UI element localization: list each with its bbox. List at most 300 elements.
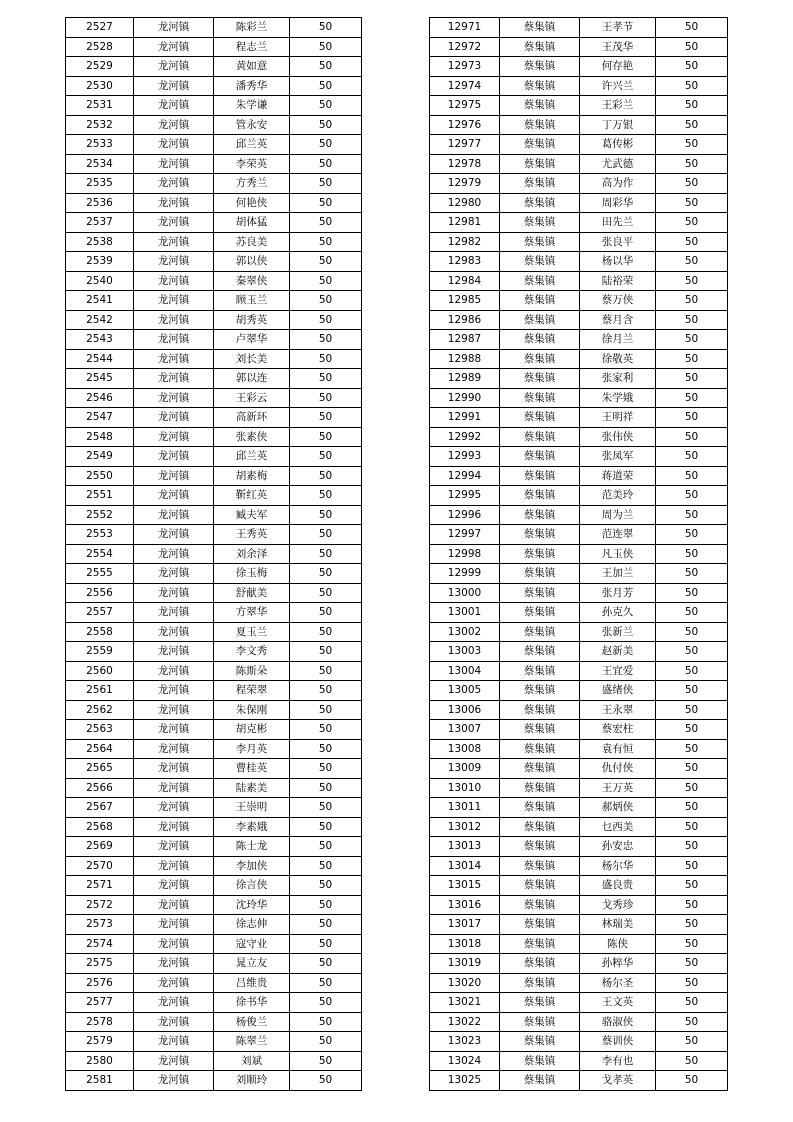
table-row: [66, 232, 362, 252]
name-cell: 凡玉侠: [580, 544, 656, 564]
town-cell: 蔡集镇: [500, 856, 580, 876]
table-row: [66, 486, 362, 506]
amount-cell: 50: [290, 778, 362, 798]
row-number-cell: 2540: [66, 271, 134, 291]
row-number-cell: 12975: [430, 96, 500, 116]
table-row: [66, 544, 362, 564]
name-cell: 王万英: [580, 778, 656, 798]
table-row: [430, 778, 728, 798]
amount-cell: 50: [656, 856, 728, 876]
row-number-cell: 12994: [430, 466, 500, 486]
row-number-cell: 13004: [430, 661, 500, 681]
town-cell: 龙河镇: [134, 408, 214, 428]
table-row: [66, 57, 362, 77]
town-cell: 龙河镇: [134, 57, 214, 77]
table-row: [66, 622, 362, 642]
row-number-cell: 2542: [66, 310, 134, 330]
name-cell: 仇付侠: [580, 759, 656, 779]
town-cell: 蔡集镇: [500, 115, 580, 135]
row-number-cell: 13002: [430, 622, 500, 642]
amount-cell: 50: [656, 934, 728, 954]
table-row: [430, 232, 728, 252]
name-cell: 邱兰英: [214, 447, 290, 467]
row-number-cell: 12997: [430, 525, 500, 545]
name-cell: 张家利: [580, 369, 656, 389]
table-row: [430, 1051, 728, 1071]
table-row: [430, 76, 728, 96]
name-cell: 李加侠: [214, 856, 290, 876]
table-row: [66, 759, 362, 779]
town-cell: 龙河镇: [134, 525, 214, 545]
amount-cell: 50: [656, 154, 728, 174]
table-row: [430, 1012, 728, 1032]
town-cell: 龙河镇: [134, 622, 214, 642]
name-cell: 沈玲华: [214, 895, 290, 915]
row-number-cell: 13018: [430, 934, 500, 954]
town-cell: 蔡集镇: [500, 271, 580, 291]
town-cell: 龙河镇: [134, 76, 214, 96]
name-cell: 高新环: [214, 408, 290, 428]
row-number-cell: 13015: [430, 876, 500, 896]
row-number-cell: 12989: [430, 369, 500, 389]
table-row: [430, 115, 728, 135]
row-number-cell: 2545: [66, 369, 134, 389]
amount-cell: 50: [290, 330, 362, 350]
row-number-cell: 12987: [430, 330, 500, 350]
town-cell: 龙河镇: [134, 720, 214, 740]
table-row: [430, 876, 728, 896]
row-number-cell: 12991: [430, 408, 500, 428]
name-cell: 舒献美: [214, 583, 290, 603]
row-number-cell: 12978: [430, 154, 500, 174]
name-cell: 何存艳: [580, 57, 656, 77]
name-cell: 王永翠: [580, 700, 656, 720]
table-row: [66, 895, 362, 915]
table-row: [430, 954, 728, 974]
table-row: [66, 876, 362, 896]
table-row: [66, 681, 362, 701]
amount-cell: 50: [656, 1071, 728, 1091]
name-cell: 胡体猛: [214, 213, 290, 233]
amount-cell: 50: [656, 466, 728, 486]
row-number-cell: 2547: [66, 408, 134, 428]
table-row: [430, 1032, 728, 1052]
name-cell: 陈翠兰: [214, 1032, 290, 1052]
town-cell: 蔡集镇: [500, 154, 580, 174]
table-row: [66, 505, 362, 525]
town-cell: 龙河镇: [134, 973, 214, 993]
town-cell: 龙河镇: [134, 895, 214, 915]
name-cell: 盛良贵: [580, 876, 656, 896]
name-cell: 刘顺玲: [214, 1071, 290, 1091]
row-number-cell: 13010: [430, 778, 500, 798]
amount-cell: 50: [290, 895, 362, 915]
amount-cell: 50: [290, 1012, 362, 1032]
row-number-cell: 2553: [66, 525, 134, 545]
table-row: [430, 96, 728, 116]
table-row: [430, 174, 728, 194]
amount-cell: 50: [290, 115, 362, 135]
name-cell: 盛绪侠: [580, 681, 656, 701]
name-cell: 李文秀: [214, 642, 290, 662]
name-cell: 陈侠: [580, 934, 656, 954]
row-number-cell: 2539: [66, 252, 134, 272]
name-cell: 戈孝英: [580, 1071, 656, 1091]
town-cell: 蔡集镇: [500, 310, 580, 330]
name-cell: 徐敬英: [580, 349, 656, 369]
row-number-cell: 2579: [66, 1032, 134, 1052]
name-cell: 王文英: [580, 993, 656, 1013]
row-number-cell: 12979: [430, 174, 500, 194]
table-row: [430, 135, 728, 155]
town-cell: 龙河镇: [134, 642, 214, 662]
name-cell: 臧夫军: [214, 505, 290, 525]
name-cell: 朱学谦: [214, 96, 290, 116]
town-cell: 蔡集镇: [500, 525, 580, 545]
row-number-cell: 2527: [66, 18, 134, 38]
town-cell: 龙河镇: [134, 115, 214, 135]
amount-cell: 50: [290, 388, 362, 408]
table-row: [66, 915, 362, 935]
town-cell: 蔡集镇: [500, 57, 580, 77]
amount-cell: 50: [290, 369, 362, 389]
row-number-cell: 13006: [430, 700, 500, 720]
name-cell: 张新兰: [580, 622, 656, 642]
row-number-cell: 13017: [430, 915, 500, 935]
amount-cell: 50: [656, 135, 728, 155]
name-cell: 许兴兰: [580, 76, 656, 96]
roster-table-left-body: [66, 18, 362, 1091]
town-cell: 龙河镇: [134, 466, 214, 486]
amount-cell: 50: [656, 252, 728, 272]
amount-cell: 50: [656, 603, 728, 623]
row-number-cell: 12980: [430, 193, 500, 213]
amount-cell: 50: [290, 642, 362, 662]
table-row: [430, 681, 728, 701]
name-cell: 周为兰: [580, 505, 656, 525]
town-cell: 蔡集镇: [500, 291, 580, 311]
table-row: [66, 778, 362, 798]
row-number-cell: 13023: [430, 1032, 500, 1052]
table-row: [430, 447, 728, 467]
row-number-cell: 12986: [430, 310, 500, 330]
amount-cell: 50: [290, 622, 362, 642]
amount-cell: 50: [656, 544, 728, 564]
name-cell: 张月芳: [580, 583, 656, 603]
amount-cell: 50: [290, 135, 362, 155]
town-cell: 龙河镇: [134, 661, 214, 681]
row-number-cell: 2569: [66, 837, 134, 857]
town-cell: 蔡集镇: [500, 700, 580, 720]
town-cell: 蔡集镇: [500, 232, 580, 252]
table-row: [66, 310, 362, 330]
row-number-cell: 2550: [66, 466, 134, 486]
row-number-cell: 12974: [430, 76, 500, 96]
roster-table-right: [429, 17, 728, 1091]
name-cell: 张凤军: [580, 447, 656, 467]
row-number-cell: 2536: [66, 193, 134, 213]
row-number-cell: 12999: [430, 564, 500, 584]
name-cell: 周彩华: [580, 193, 656, 213]
name-cell: 王秀英: [214, 525, 290, 545]
table-row: [66, 1012, 362, 1032]
table-row: [430, 37, 728, 57]
table-row: [66, 388, 362, 408]
row-number-cell: 2557: [66, 603, 134, 623]
amount-cell: 50: [656, 310, 728, 330]
row-number-cell: 12990: [430, 388, 500, 408]
table-row: [66, 661, 362, 681]
town-cell: 蔡集镇: [500, 993, 580, 1013]
table-row: [66, 856, 362, 876]
amount-cell: 50: [290, 57, 362, 77]
name-cell: 高为作: [580, 174, 656, 194]
amount-cell: 50: [290, 37, 362, 57]
row-number-cell: 12982: [430, 232, 500, 252]
amount-cell: 50: [290, 193, 362, 213]
town-cell: 蔡集镇: [500, 603, 580, 623]
name-cell: 蔡训侠: [580, 1032, 656, 1052]
amount-cell: 50: [290, 232, 362, 252]
amount-cell: 50: [656, 76, 728, 96]
town-cell: 龙河镇: [134, 837, 214, 857]
town-cell: 蔡集镇: [500, 1012, 580, 1032]
name-cell: 蔡宏柱: [580, 720, 656, 740]
town-cell: 龙河镇: [134, 856, 214, 876]
name-cell: 靳红英: [214, 486, 290, 506]
name-cell: 朱保刚: [214, 700, 290, 720]
town-cell: 蔡集镇: [500, 369, 580, 389]
town-cell: 龙河镇: [134, 583, 214, 603]
row-number-cell: 2576: [66, 973, 134, 993]
table-row: [430, 720, 728, 740]
name-cell: 黄如意: [214, 57, 290, 77]
row-number-cell: 12995: [430, 486, 500, 506]
name-cell: 李月英: [214, 739, 290, 759]
amount-cell: 50: [290, 213, 362, 233]
name-cell: 陈彩兰: [214, 18, 290, 38]
town-cell: 蔡集镇: [500, 1032, 580, 1052]
row-number-cell: 13000: [430, 583, 500, 603]
name-cell: 程志兰: [214, 37, 290, 57]
table-row: [430, 544, 728, 564]
amount-cell: 50: [290, 759, 362, 779]
table-row: [66, 115, 362, 135]
town-cell: 龙河镇: [134, 232, 214, 252]
name-cell: 田先兰: [580, 213, 656, 233]
name-cell: 卢翠华: [214, 330, 290, 350]
town-cell: 蔡集镇: [500, 973, 580, 993]
table-row: [430, 622, 728, 642]
row-number-cell: 2559: [66, 642, 134, 662]
town-cell: 龙河镇: [134, 18, 214, 38]
town-cell: 蔡集镇: [500, 583, 580, 603]
table-row: [66, 271, 362, 291]
name-cell: 刘长美: [214, 349, 290, 369]
amount-cell: 50: [290, 739, 362, 759]
name-cell: 张素侠: [214, 427, 290, 447]
row-number-cell: 2544: [66, 349, 134, 369]
town-cell: 蔡集镇: [500, 96, 580, 116]
table-row: [66, 466, 362, 486]
town-cell: 蔡集镇: [500, 876, 580, 896]
row-number-cell: 2564: [66, 739, 134, 759]
table-row: [66, 37, 362, 57]
town-cell: 蔡集镇: [500, 466, 580, 486]
row-number-cell: 2574: [66, 934, 134, 954]
row-number-cell: 2543: [66, 330, 134, 350]
amount-cell: 50: [290, 1032, 362, 1052]
name-cell: 秦翠侠: [214, 271, 290, 291]
amount-cell: 50: [656, 817, 728, 837]
name-cell: 徐志伸: [214, 915, 290, 935]
row-number-cell: 2537: [66, 213, 134, 233]
row-number-cell: 2565: [66, 759, 134, 779]
town-cell: 蔡集镇: [500, 408, 580, 428]
name-cell: 王彩兰: [580, 96, 656, 116]
amount-cell: 50: [656, 388, 728, 408]
table-row: [430, 642, 728, 662]
table-row: [430, 310, 728, 330]
name-cell: 张伟侠: [580, 427, 656, 447]
town-cell: 蔡集镇: [500, 427, 580, 447]
town-cell: 龙河镇: [134, 486, 214, 506]
table-row: [430, 915, 728, 935]
amount-cell: 50: [290, 1071, 362, 1091]
town-cell: 龙河镇: [134, 427, 214, 447]
row-number-cell: 12972: [430, 37, 500, 57]
roster-table-left: [65, 17, 362, 1091]
name-cell: 刘斌: [214, 1051, 290, 1071]
amount-cell: 50: [290, 876, 362, 896]
amount-cell: 50: [656, 427, 728, 447]
town-cell: 龙河镇: [134, 876, 214, 896]
town-cell: 蔡集镇: [500, 739, 580, 759]
amount-cell: 50: [290, 174, 362, 194]
row-number-cell: 2580: [66, 1051, 134, 1071]
name-cell: 徐月兰: [580, 330, 656, 350]
table-row: [430, 369, 728, 389]
amount-cell: 50: [656, 661, 728, 681]
table-row: [430, 427, 728, 447]
row-number-cell: 12992: [430, 427, 500, 447]
amount-cell: 50: [656, 564, 728, 584]
row-number-cell: 13011: [430, 798, 500, 818]
row-number-cell: 2562: [66, 700, 134, 720]
row-number-cell: 2556: [66, 583, 134, 603]
town-cell: 蔡集镇: [500, 798, 580, 818]
town-cell: 龙河镇: [134, 915, 214, 935]
row-number-cell: 12983: [430, 252, 500, 272]
table-row: [66, 154, 362, 174]
amount-cell: 50: [656, 525, 728, 545]
town-cell: 蔡集镇: [500, 18, 580, 38]
name-cell: 寇守业: [214, 934, 290, 954]
table-row: [430, 154, 728, 174]
amount-cell: 50: [290, 291, 362, 311]
amount-cell: 50: [656, 57, 728, 77]
row-number-cell: 2555: [66, 564, 134, 584]
table-row: [66, 700, 362, 720]
row-number-cell: 2530: [66, 76, 134, 96]
name-cell: 方秀兰: [214, 174, 290, 194]
table-row: [66, 349, 362, 369]
town-cell: 蔡集镇: [500, 330, 580, 350]
table-row: [430, 895, 728, 915]
amount-cell: 50: [290, 915, 362, 935]
amount-cell: 50: [656, 291, 728, 311]
name-cell: 吕维贵: [214, 973, 290, 993]
row-number-cell: 2581: [66, 1071, 134, 1091]
row-number-cell: 13019: [430, 954, 500, 974]
table-row: [430, 349, 728, 369]
town-cell: 龙河镇: [134, 37, 214, 57]
amount-cell: 50: [290, 993, 362, 1013]
amount-cell: 50: [656, 115, 728, 135]
row-number-cell: 2566: [66, 778, 134, 798]
table-row: [430, 661, 728, 681]
row-number-cell: 13001: [430, 603, 500, 623]
town-cell: 蔡集镇: [500, 388, 580, 408]
amount-cell: 50: [656, 583, 728, 603]
table-row: [66, 96, 362, 116]
town-cell: 龙河镇: [134, 330, 214, 350]
name-cell: 乜西美: [580, 817, 656, 837]
name-cell: 郝炳侠: [580, 798, 656, 818]
amount-cell: 50: [656, 681, 728, 701]
row-number-cell: 13021: [430, 993, 500, 1013]
table-row: [66, 564, 362, 584]
name-cell: 李有也: [580, 1051, 656, 1071]
table-row: [430, 193, 728, 213]
name-cell: 孙安忠: [580, 837, 656, 857]
amount-cell: 50: [290, 603, 362, 623]
town-cell: 蔡集镇: [500, 544, 580, 564]
name-cell: 徐玉梅: [214, 564, 290, 584]
name-cell: 陈斯朵: [214, 661, 290, 681]
amount-cell: 50: [290, 934, 362, 954]
table-row: [66, 954, 362, 974]
amount-cell: 50: [290, 720, 362, 740]
row-number-cell: 2552: [66, 505, 134, 525]
amount-cell: 50: [290, 252, 362, 272]
town-cell: 蔡集镇: [500, 37, 580, 57]
table-row: [66, 193, 362, 213]
town-cell: 蔡集镇: [500, 954, 580, 974]
amount-cell: 50: [290, 18, 362, 38]
town-cell: 蔡集镇: [500, 817, 580, 837]
name-cell: 陆素美: [214, 778, 290, 798]
amount-cell: 50: [290, 681, 362, 701]
table-row: [430, 817, 728, 837]
amount-cell: 50: [290, 661, 362, 681]
town-cell: 龙河镇: [134, 193, 214, 213]
table-row: [430, 18, 728, 38]
table-row: [430, 291, 728, 311]
amount-cell: 50: [290, 349, 362, 369]
amount-cell: 50: [656, 778, 728, 798]
town-cell: 龙河镇: [134, 1051, 214, 1071]
table-row: [430, 408, 728, 428]
town-cell: 龙河镇: [134, 447, 214, 467]
town-cell: 龙河镇: [134, 349, 214, 369]
amount-cell: 50: [656, 993, 728, 1013]
amount-cell: 50: [290, 76, 362, 96]
amount-cell: 50: [290, 798, 362, 818]
town-cell: 蔡集镇: [500, 837, 580, 857]
row-number-cell: 13007: [430, 720, 500, 740]
town-cell: 蔡集镇: [500, 934, 580, 954]
